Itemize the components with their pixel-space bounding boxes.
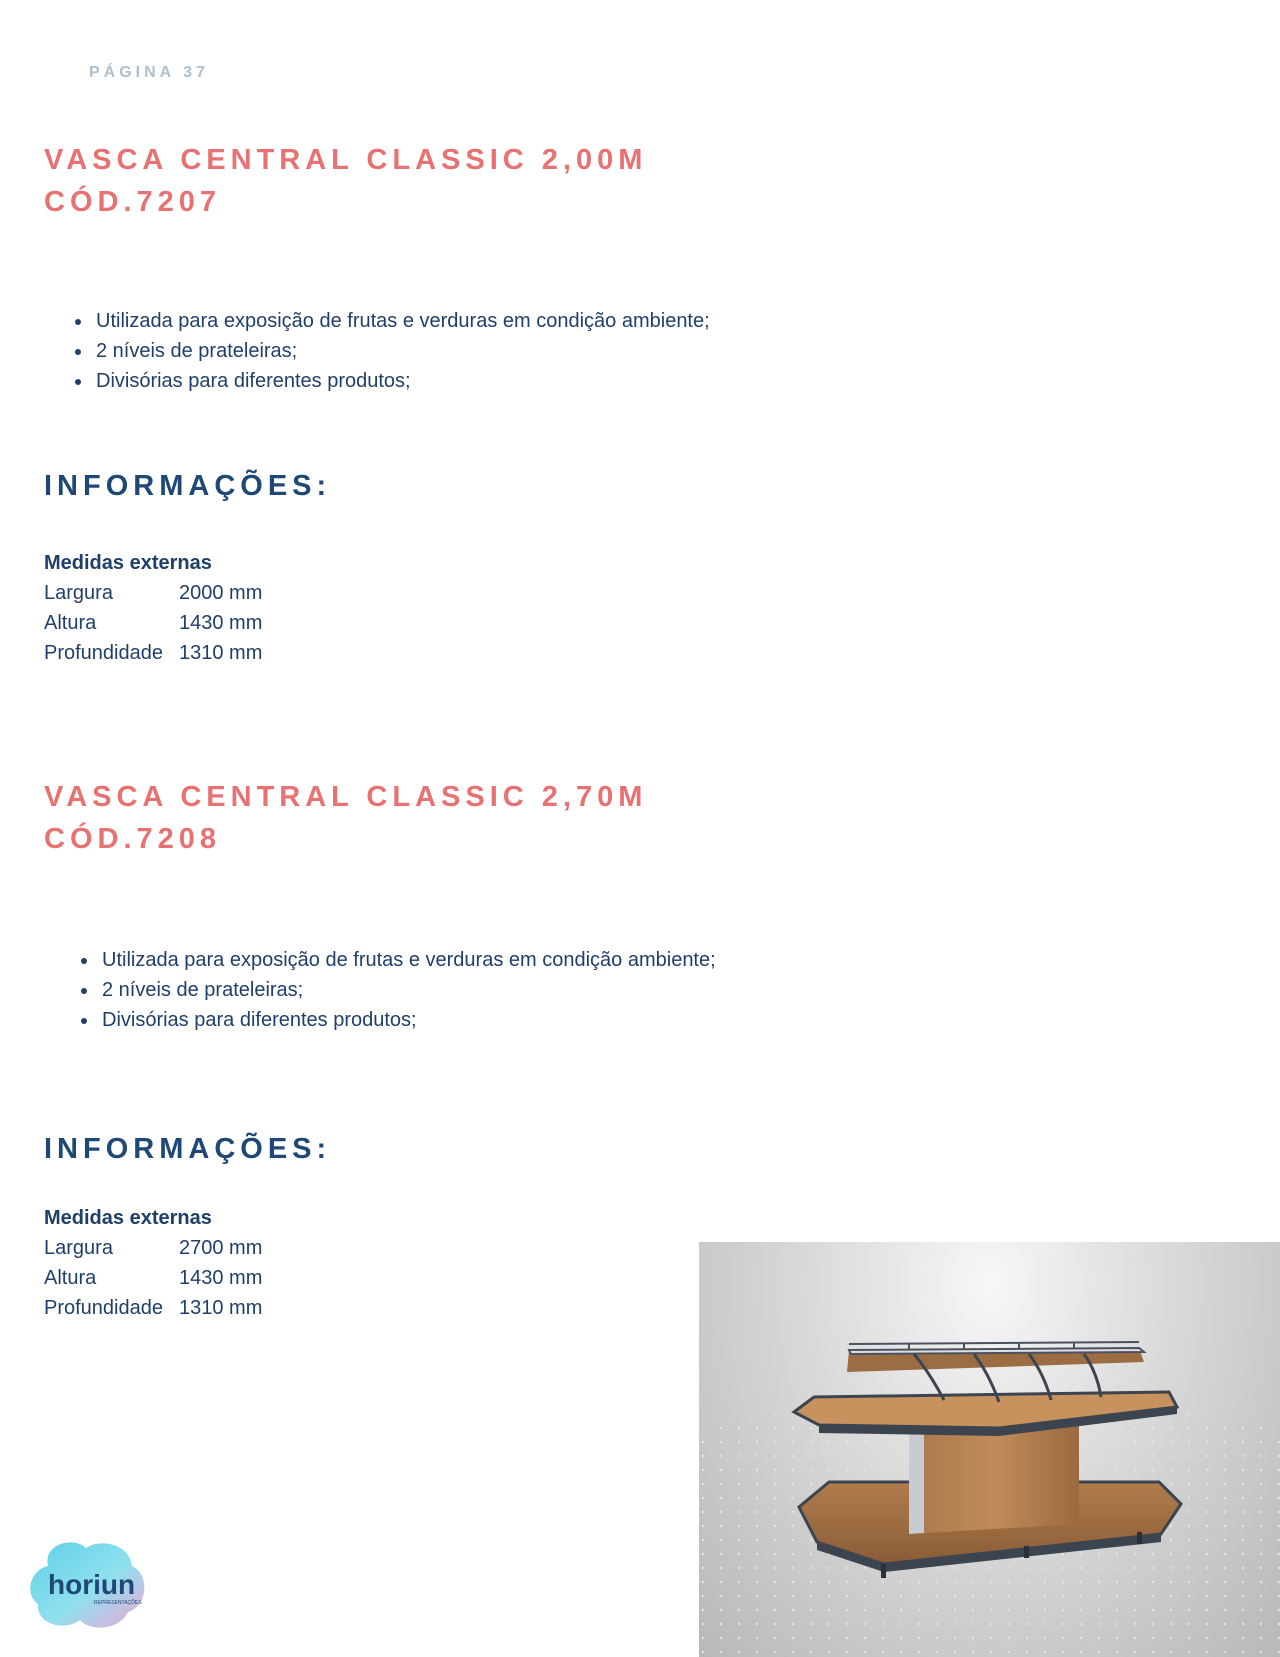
feature-item: 2 níveis de prateleiras; [78, 975, 716, 1005]
product-code: CÓD.7208 [44, 823, 222, 855]
product-title-7208 [44, 776, 647, 860]
spec-value: 2700 mm [179, 1237, 263, 1259]
specs-block [44, 1203, 262, 1323]
spec-row [44, 608, 262, 638]
spec-label: Profundidade [44, 642, 163, 664]
specs-block [44, 548, 262, 668]
feature-item: Divisórias para diferentes produtos; [72, 366, 710, 396]
product-photo [699, 1242, 1280, 1657]
spec-row [44, 1233, 262, 1263]
spec-row [44, 1263, 262, 1293]
product-name: VASCA CENTRAL CLASSIC 2,00M [44, 144, 648, 176]
product-title-7207 [44, 139, 647, 223]
display-unit-illustration [699, 1242, 1280, 1657]
horiun-logo [28, 1536, 148, 1631]
info-heading: INFORMAÇÕES: [44, 470, 332, 502]
product-name: VASCA CENTRAL CLASSIC 2,70M [44, 781, 648, 813]
feature-item: Utilizada para exposição de frutas e verduras em condição ambiente; [72, 306, 710, 336]
logo-cloud-icon [28, 1536, 148, 1631]
spec-label: Largura [44, 582, 113, 604]
spec-label: Profundidade [44, 1297, 163, 1319]
spec-row [44, 578, 262, 608]
feature-item: Divisórias para diferentes produtos; [78, 1005, 716, 1035]
spec-label: Altura [44, 1267, 97, 1289]
feature-item: Utilizada para exposição de frutas e verduras em condição ambiente; [78, 945, 716, 975]
page-number: PÁGINA 37 [89, 64, 209, 81]
feature-item: 2 níveis de prateleiras; [72, 336, 710, 366]
product-code: CÓD.7207 [44, 186, 222, 218]
feature-list [78, 945, 716, 1035]
spec-value: 2000 mm [179, 582, 263, 604]
specs-title: Medidas externas [44, 1207, 212, 1229]
spec-value: 1430 mm [179, 612, 263, 634]
spec-value: 1310 mm [179, 1297, 263, 1319]
spec-row [44, 638, 262, 668]
spec-value: 1310 mm [179, 642, 263, 664]
svg-text:horiun: horiun [48, 1569, 136, 1600]
spec-row [44, 1293, 262, 1323]
spec-label: Largura [44, 1237, 113, 1259]
spec-label: Altura [44, 612, 97, 634]
spec-value: 1430 mm [179, 1267, 263, 1289]
specs-title: Medidas externas [44, 552, 212, 574]
svg-text:REPRESENTAÇÕES: REPRESENTAÇÕES [94, 1600, 142, 1606]
info-heading: INFORMAÇÕES: [44, 1133, 332, 1165]
feature-list [72, 306, 710, 396]
